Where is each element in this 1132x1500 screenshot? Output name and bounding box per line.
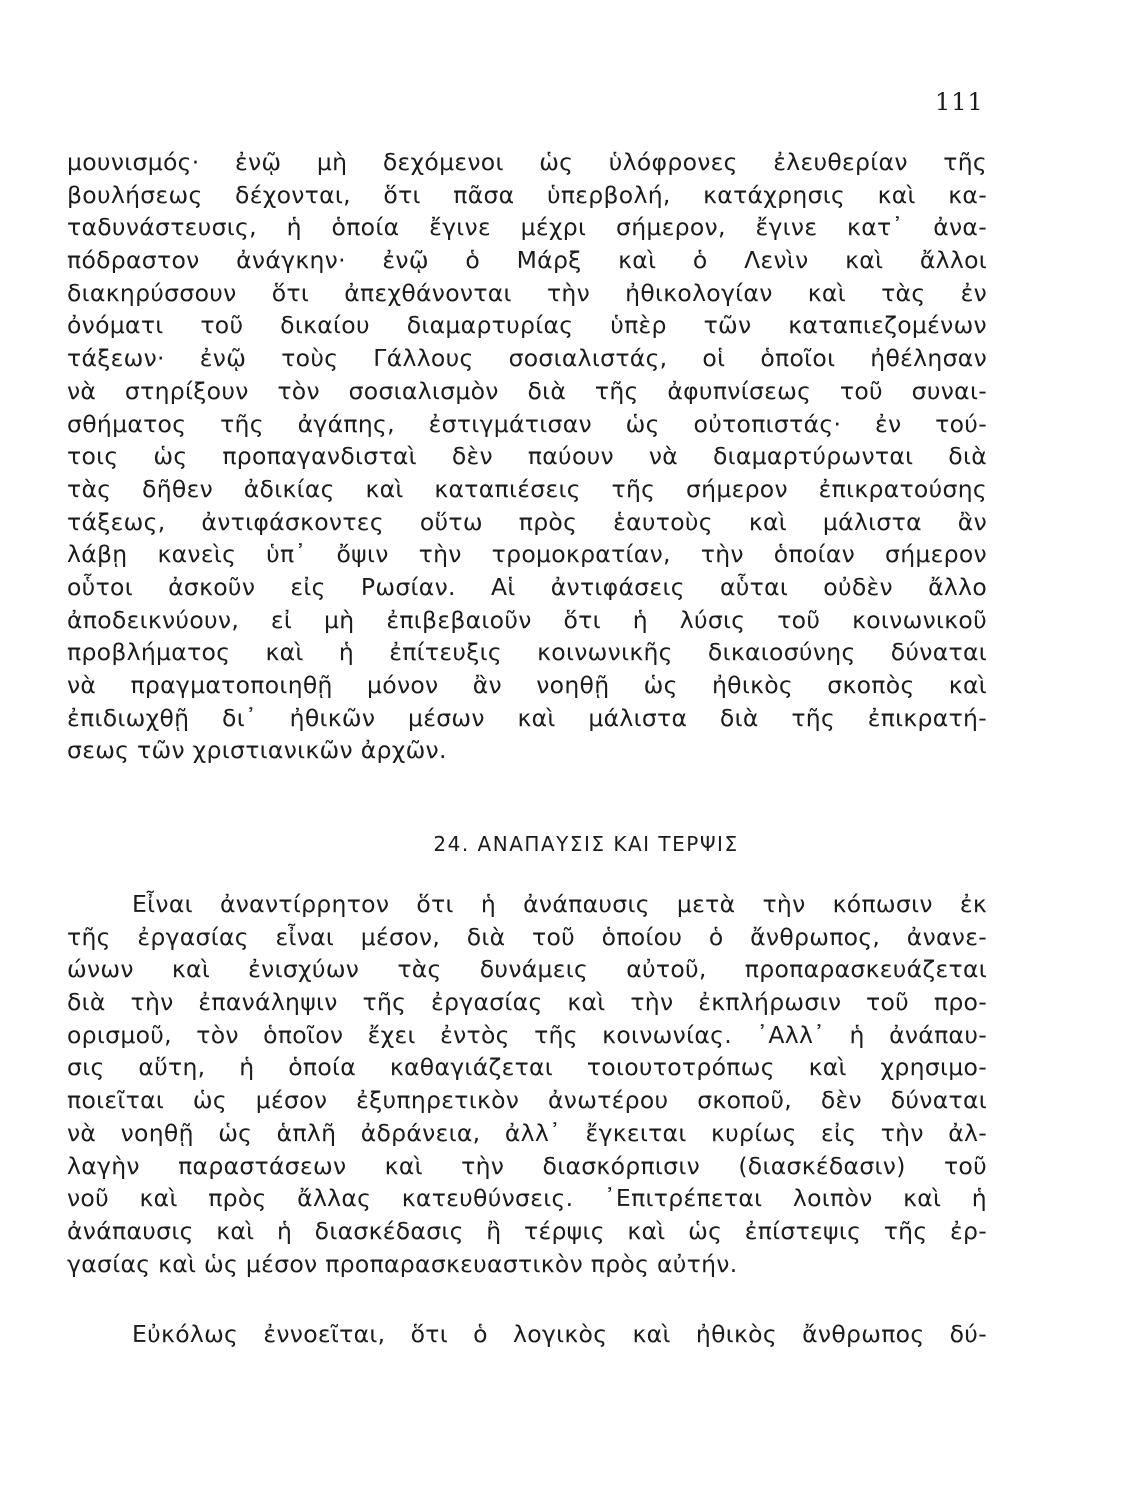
text-line: τοις ὡς προπαγανδισταὶ δὲν παύουν νὰ διαμαρτύρωνται διὰ — [67, 442, 987, 471]
text-line: νὰ πραγματοποιηθῇ μόνον ἂν νοηθῇ ὡς ἠθικὸς σκοπὸς καὶ — [67, 671, 987, 699]
text-line: διὰ τὴν ἐπανάληψιν τῆς ἐργασίας καὶ τὴν ἐκπλήρωσιν τοῦ προ- — [67, 988, 987, 1017]
paragraph-2 — [67, 888, 987, 1280]
text-line: ἐπιδιωχθῇ δι᾽ ἠθικῶν μέσων καὶ μάλιστα διὰ τῆς ἐπικρατή- — [67, 703, 987, 732]
text-line: λαγὴν παραστάσεων καὶ τὴν διασκόρπισιν (διασκέδασιν) τοῦ — [67, 1151, 987, 1180]
text-line: ἀποδεικνύουν, εἰ μὴ ἐπιβεβαιοῦν ὅτι ἡ λύσις τοῦ κοινωνικοῦ — [67, 605, 987, 634]
text-line: πόδραστον ἀνάγκην· ἐνῷ ὁ Μάρξ καὶ ὁ Λενὶν καὶ ἄλλοι — [67, 246, 987, 275]
section-heading: 24. ΑΝΑΠΑΥΣΙΣ ΚΑΙ ΤΕΡΨΙΣ — [433, 832, 739, 856]
text-line: προβλήματος καὶ ἡ ἐπίτευξις κοινωνικῆς δικαιοσύνης δύναται — [67, 638, 987, 667]
page-number: 111 — [935, 88, 984, 116]
text-line: ώνων καὶ ἐνισχύων τὰς δυνάμεις αὐτοῦ, προπαρασκευάζεται — [67, 955, 987, 984]
text-line: τάξεων· ἐνῷ τοὺς Γάλλους σοσιαλιστάς, οἱ ὁποῖοι ἠθέλησαν — [67, 344, 987, 373]
text-line: νὰ στηρίξουν τὸν σοσιαλισμὸν διὰ τῆς ἀφυπνίσεως τοῦ συναι- — [67, 376, 987, 405]
text-line: Εὐκόλως ἐννοεῖται, ὅτι ὁ λογικὸς καὶ ἠθικὸς ἄνθρωπος δύ- — [132, 1320, 987, 1348]
text-line: βουλήσεως δέχονται, ὅτι πᾶσα ὑπερβολή, κατάχρησις καὶ κα- — [67, 180, 987, 209]
text-line: διακηρύσσουν ὅτι ἀπεχθάνονται τὴν ἠθικολογίαν καὶ τὰς ἐν — [67, 278, 987, 307]
paragraph-3 — [67, 1318, 987, 1351]
paragraph-1 — [67, 146, 987, 767]
text-line: ποιεῖται ὡς μέσον ἐξυπηρετικὸν ἀνωτέρου σκοποῦ, δὲν δύναται — [67, 1086, 987, 1115]
text-line: τὰς δῆθεν ἀδικίας καὶ καταπιέσεις τῆς σήμερον ἐπικρατούσης — [67, 474, 987, 503]
text-line: σις αὕτη, ἡ ὁποία καθαγιάζεται τοιουτοτρόπως καὶ χρησιμο- — [67, 1053, 987, 1082]
text-line: σθήματος τῆς ἀγάπης, ἐστιγμάτισαν ὡς οὐτοπιστάς· ἐν τού- — [67, 409, 987, 438]
text-line: ορισμοῦ, τὸν ὁποῖον ἔχει ἐντὸς τῆς κοινωνίας. ᾿Αλλ᾽ ἡ ἀνάπαυ- — [67, 1020, 987, 1049]
text-line: οὗτοι ἀσκοῦν εἰς Ρωσίαν. Αἱ ἀντιφάσεις αὗται οὐδὲν ἄλλο — [67, 572, 987, 601]
text-line: νοῦ καὶ πρὸς ἄλλας κατευθύνσεις. ᾿Επιτρέπεται λοιπὸν καὶ ἡ — [67, 1184, 987, 1213]
text-line: τῆς ἐργασίας εἶναι μέσον, διὰ τοῦ ὁποίου ὁ ἄνθρωπος, ἀνανε- — [67, 922, 987, 951]
text-line: Εἶναι ἀναντίρρητον ὅτι ἡ ἀνάπαυσις μετὰ τὴν κόπωσιν ἐκ — [132, 890, 987, 918]
text-line: λάβῃ κανεὶς ὑπ᾽ ὄψιν τὴν τρομοκρατίαν, τὴν ὁποίαν σήμερον — [67, 540, 987, 569]
text-line: τάξεως, ἀντιφάσκοντες οὕτω πρὸς ἑαυτοὺς καὶ μάλιστα ἂν — [67, 507, 987, 536]
text-line: γασίας καὶ ὡς μέσον προπαρασκευαστικὸν πρὸς αὐτήν. — [67, 1249, 738, 1278]
text-line: ἀνάπαυσις καὶ ἡ διασκέδασις ἢ τέρψις καὶ ὡς ἐπίστεψις τῆς ἐρ- — [67, 1216, 987, 1245]
text-line: μουνισμός· ἐνῷ μὴ δεχόμενοι ὡς ὑλόφρονες ἐλευθερίαν τῆς — [67, 148, 987, 176]
text-line: ταδυνάστευσις, ἡ ὁποία ἔγινε μέχρι σήμερον, ἔγινε κατ᾽ ἀνα- — [67, 213, 987, 242]
text-line: ὀνόματι τοῦ δικαίου διαμαρτυρίας ὑπὲρ τῶν καταπιεζομένων — [67, 311, 987, 340]
text-line: σεως τῶν χριστιανικῶν ἀρχῶν. — [67, 736, 447, 765]
text-line: νὰ νοηθῇ ὡς ἁπλῆ ἀδράνεια, ἀλλ᾽ ἔγκειται κυρίως εἰς τὴν ἀλ- — [67, 1118, 987, 1147]
